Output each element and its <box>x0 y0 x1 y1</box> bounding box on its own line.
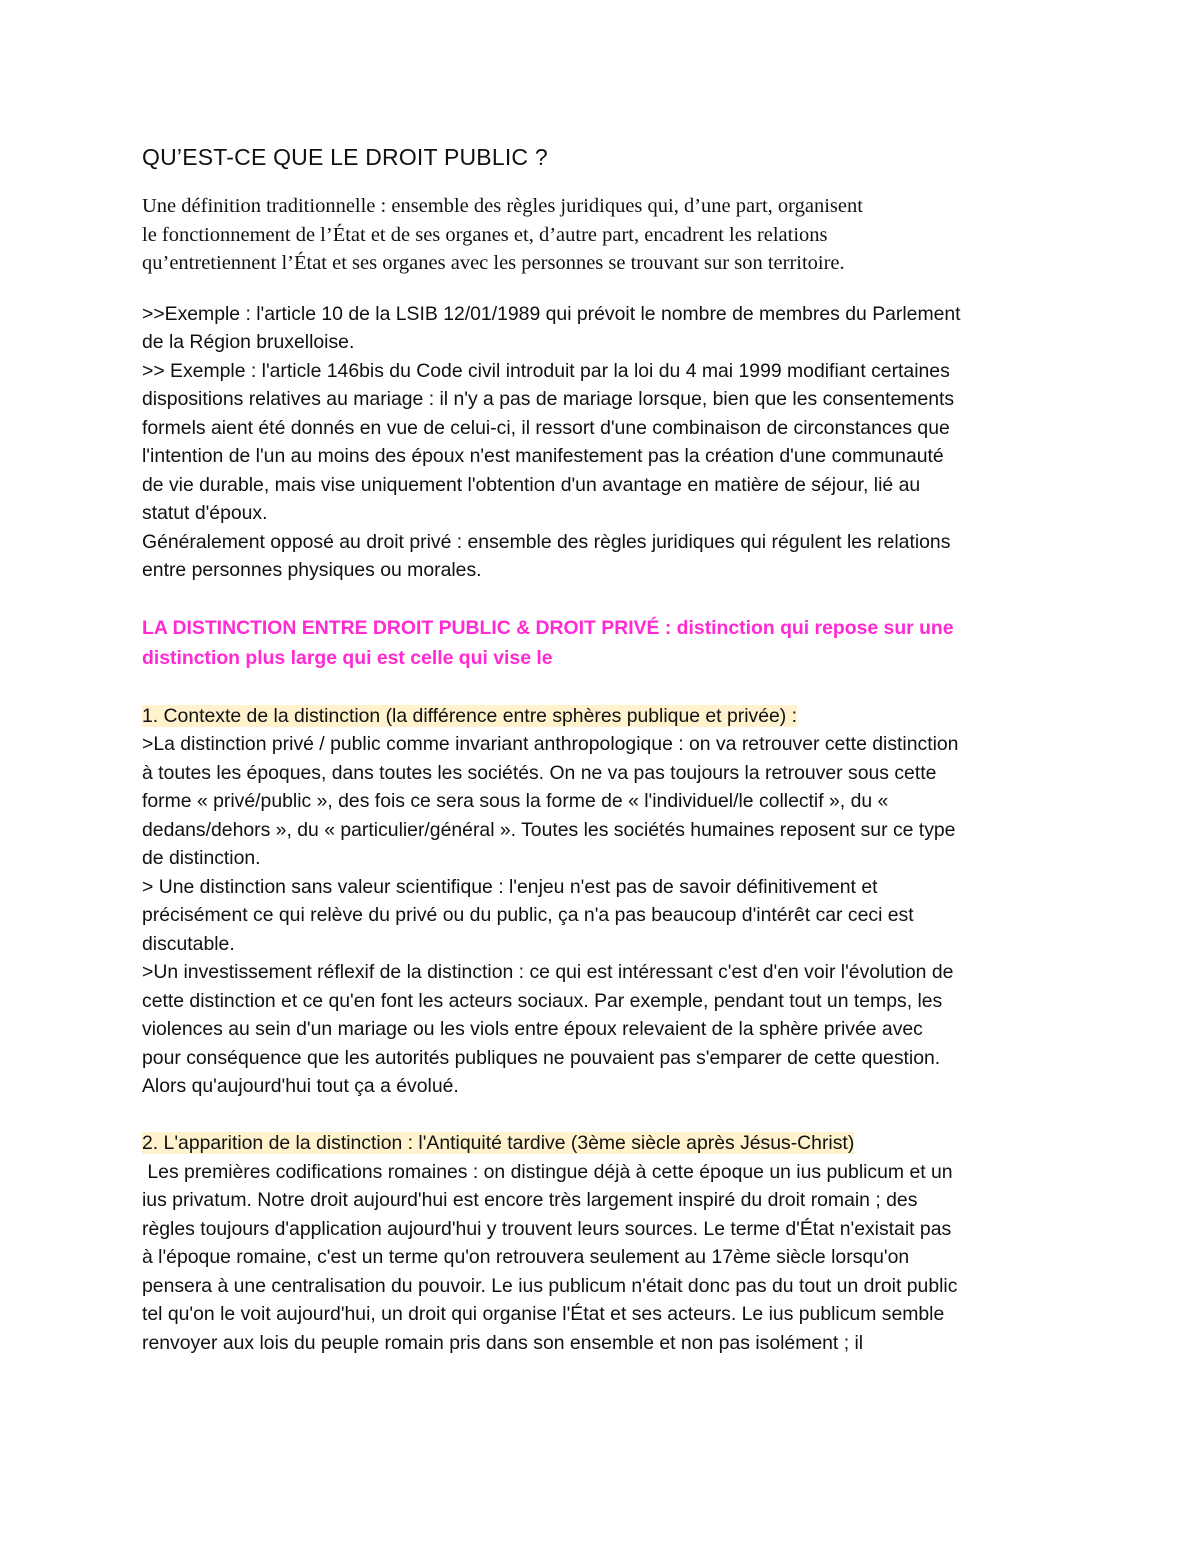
spacer <box>142 585 1062 614</box>
document-page <box>142 140 1062 1357</box>
text-line: de la Région bruxelloise. <box>142 331 355 353</box>
text-line: Alors qu'aujourd'hui tout ça a évolué. <box>142 1075 459 1097</box>
heading-line: LA DISTINCTION ENTRE DROIT PUBLIC & DROIT PRIVÉ : distinction qui repose sur une <box>142 617 954 639</box>
examples-paragraph <box>142 300 1062 585</box>
text-line: statut d'époux. <box>142 502 268 524</box>
text-line: >> Exemple : l'article 146bis du Code civil introduit par la loi du 4 mai 1999 modifiant certaines <box>142 359 950 382</box>
section-2 <box>142 1129 1062 1357</box>
text-line: qu’entretiennent l’État et ses organes avec les personnes se trouvant sur son territoire. <box>142 252 845 274</box>
text-line: tel qu'on le voit aujourd'hui, un droit qui organise l'État et ses acteurs. Le ius publicum semble <box>142 1303 945 1325</box>
text-line: >>Exemple : l'article 10 de la LSIB 12/01/1989 qui prévoit le nombre de membres du Parlement <box>142 302 961 325</box>
text-line: ius privatum. Notre droit aujourd'hui est encore très largement inspiré du droit romain ; des <box>142 1189 918 1211</box>
text-line: l'intention de l'un au moins des époux n'est manifestement pas la création d'une communauté <box>142 445 944 467</box>
section-2-heading <box>142 1129 1062 1158</box>
text-line: précisément ce qui relève du privé ou du public, ça n'a pas beaucoup d'intérêt car ceci est <box>142 904 914 926</box>
text-line: forme « privé/public », des fois ce sera sous la forme de « l'individuel/le collectif », du « <box>142 790 889 812</box>
text-line: le fonctionnement de l’État et de ses organes et, d’autre part, encadrent les relations <box>142 223 828 246</box>
text-line: dispositions relatives au mariage : il n'y a pas de mariage lorsque, bien que les consentements <box>142 388 955 410</box>
text-line: à toutes les époques, dans toutes les sociétés. On ne va pas toujours la retrouver sous cette <box>142 761 937 784</box>
text-line: Généralement opposé au droit privé : ensemble des règles juridiques qui régulent les relations <box>142 530 951 553</box>
spacer <box>142 1101 1062 1130</box>
distinction-heading <box>142 613 1062 673</box>
text-line: entre personnes physiques ou morales. <box>142 559 482 581</box>
text-line: violences au sein d'un mariage ou les viols entre époux relevaient de la sphère privée avec <box>142 1018 923 1040</box>
text-line: de vie durable, mais vise uniquement l'obtention d'un avantage en matière de séjour, lié au <box>142 473 921 496</box>
text-line: cette distinction et ce qu'en font les acteurs sociaux. Par exemple, pendant tout un temps, les <box>142 989 943 1012</box>
spacer <box>142 673 1062 702</box>
heading-line: distinction plus large qui est celle qui vise le <box>142 647 553 669</box>
section-1-heading <box>142 702 1062 731</box>
text-line: de distinction. <box>142 847 261 869</box>
text-line: à l'époque romaine, c'est un terme qu'on retrouvera seulement au 17ème siècle lorsqu'on <box>142 1246 910 1268</box>
text-line: >La distinction privé / public comme invariant anthropologique : on va retrouver cette distinction <box>142 733 959 755</box>
highlighted-heading: 1. Contexte de la distinction (la différence entre sphères publique et privée) : <box>142 704 798 727</box>
section-1 <box>142 702 1062 1101</box>
page-title: QU’EST-CE QUE LE DROIT PUBLIC ? <box>142 144 548 170</box>
text-line: renvoyer aux lois du peuple romain pris dans son ensemble et non pas isolément ; il <box>142 1331 864 1354</box>
definition-paragraph <box>142 192 1062 278</box>
text-line: règles toujours d'application aujourd'hui y trouvent leurs sources. Le terme d'État n'existait pas <box>142 1217 952 1240</box>
highlighted-heading: 2. L'apparition de la distinction : l'Antiquité tardive (3ème siècle après Jésus-Christ) <box>142 1132 855 1154</box>
text-line: Une définition traditionnelle : ensemble des règles juridiques qui, d’une part, organisent <box>142 195 863 217</box>
text-line: Les premières codifications romaines : on distingue déjà à cette époque un ius publicum et un <box>142 1160 953 1183</box>
text-line: pensera à une centralisation du pouvoir. Le ius publicum n'était donc pas du tout un droit public <box>142 1274 958 1297</box>
text-line: > Une distinction sans valeur scientifique : l'enjeu n'est pas de savoir définitivement et <box>142 875 878 898</box>
text-line: pour conséquence que les autorités publiques ne pouvaient pas s'emparer de cette question. <box>142 1046 941 1069</box>
text-line: discutable. <box>142 932 235 955</box>
text-line: formels aient été donnés en vue de celui-ci, il ressort d'une combinaison de circonstances que <box>142 416 950 439</box>
text-line: >Un investissement réflexif de la distinction : ce qui est intéressant c'est d'en voir l'évolution de <box>142 961 954 983</box>
text-line: dedans/dehors », du « particulier/général ». Toutes les sociétés humaines reposent sur ce type <box>142 818 956 841</box>
